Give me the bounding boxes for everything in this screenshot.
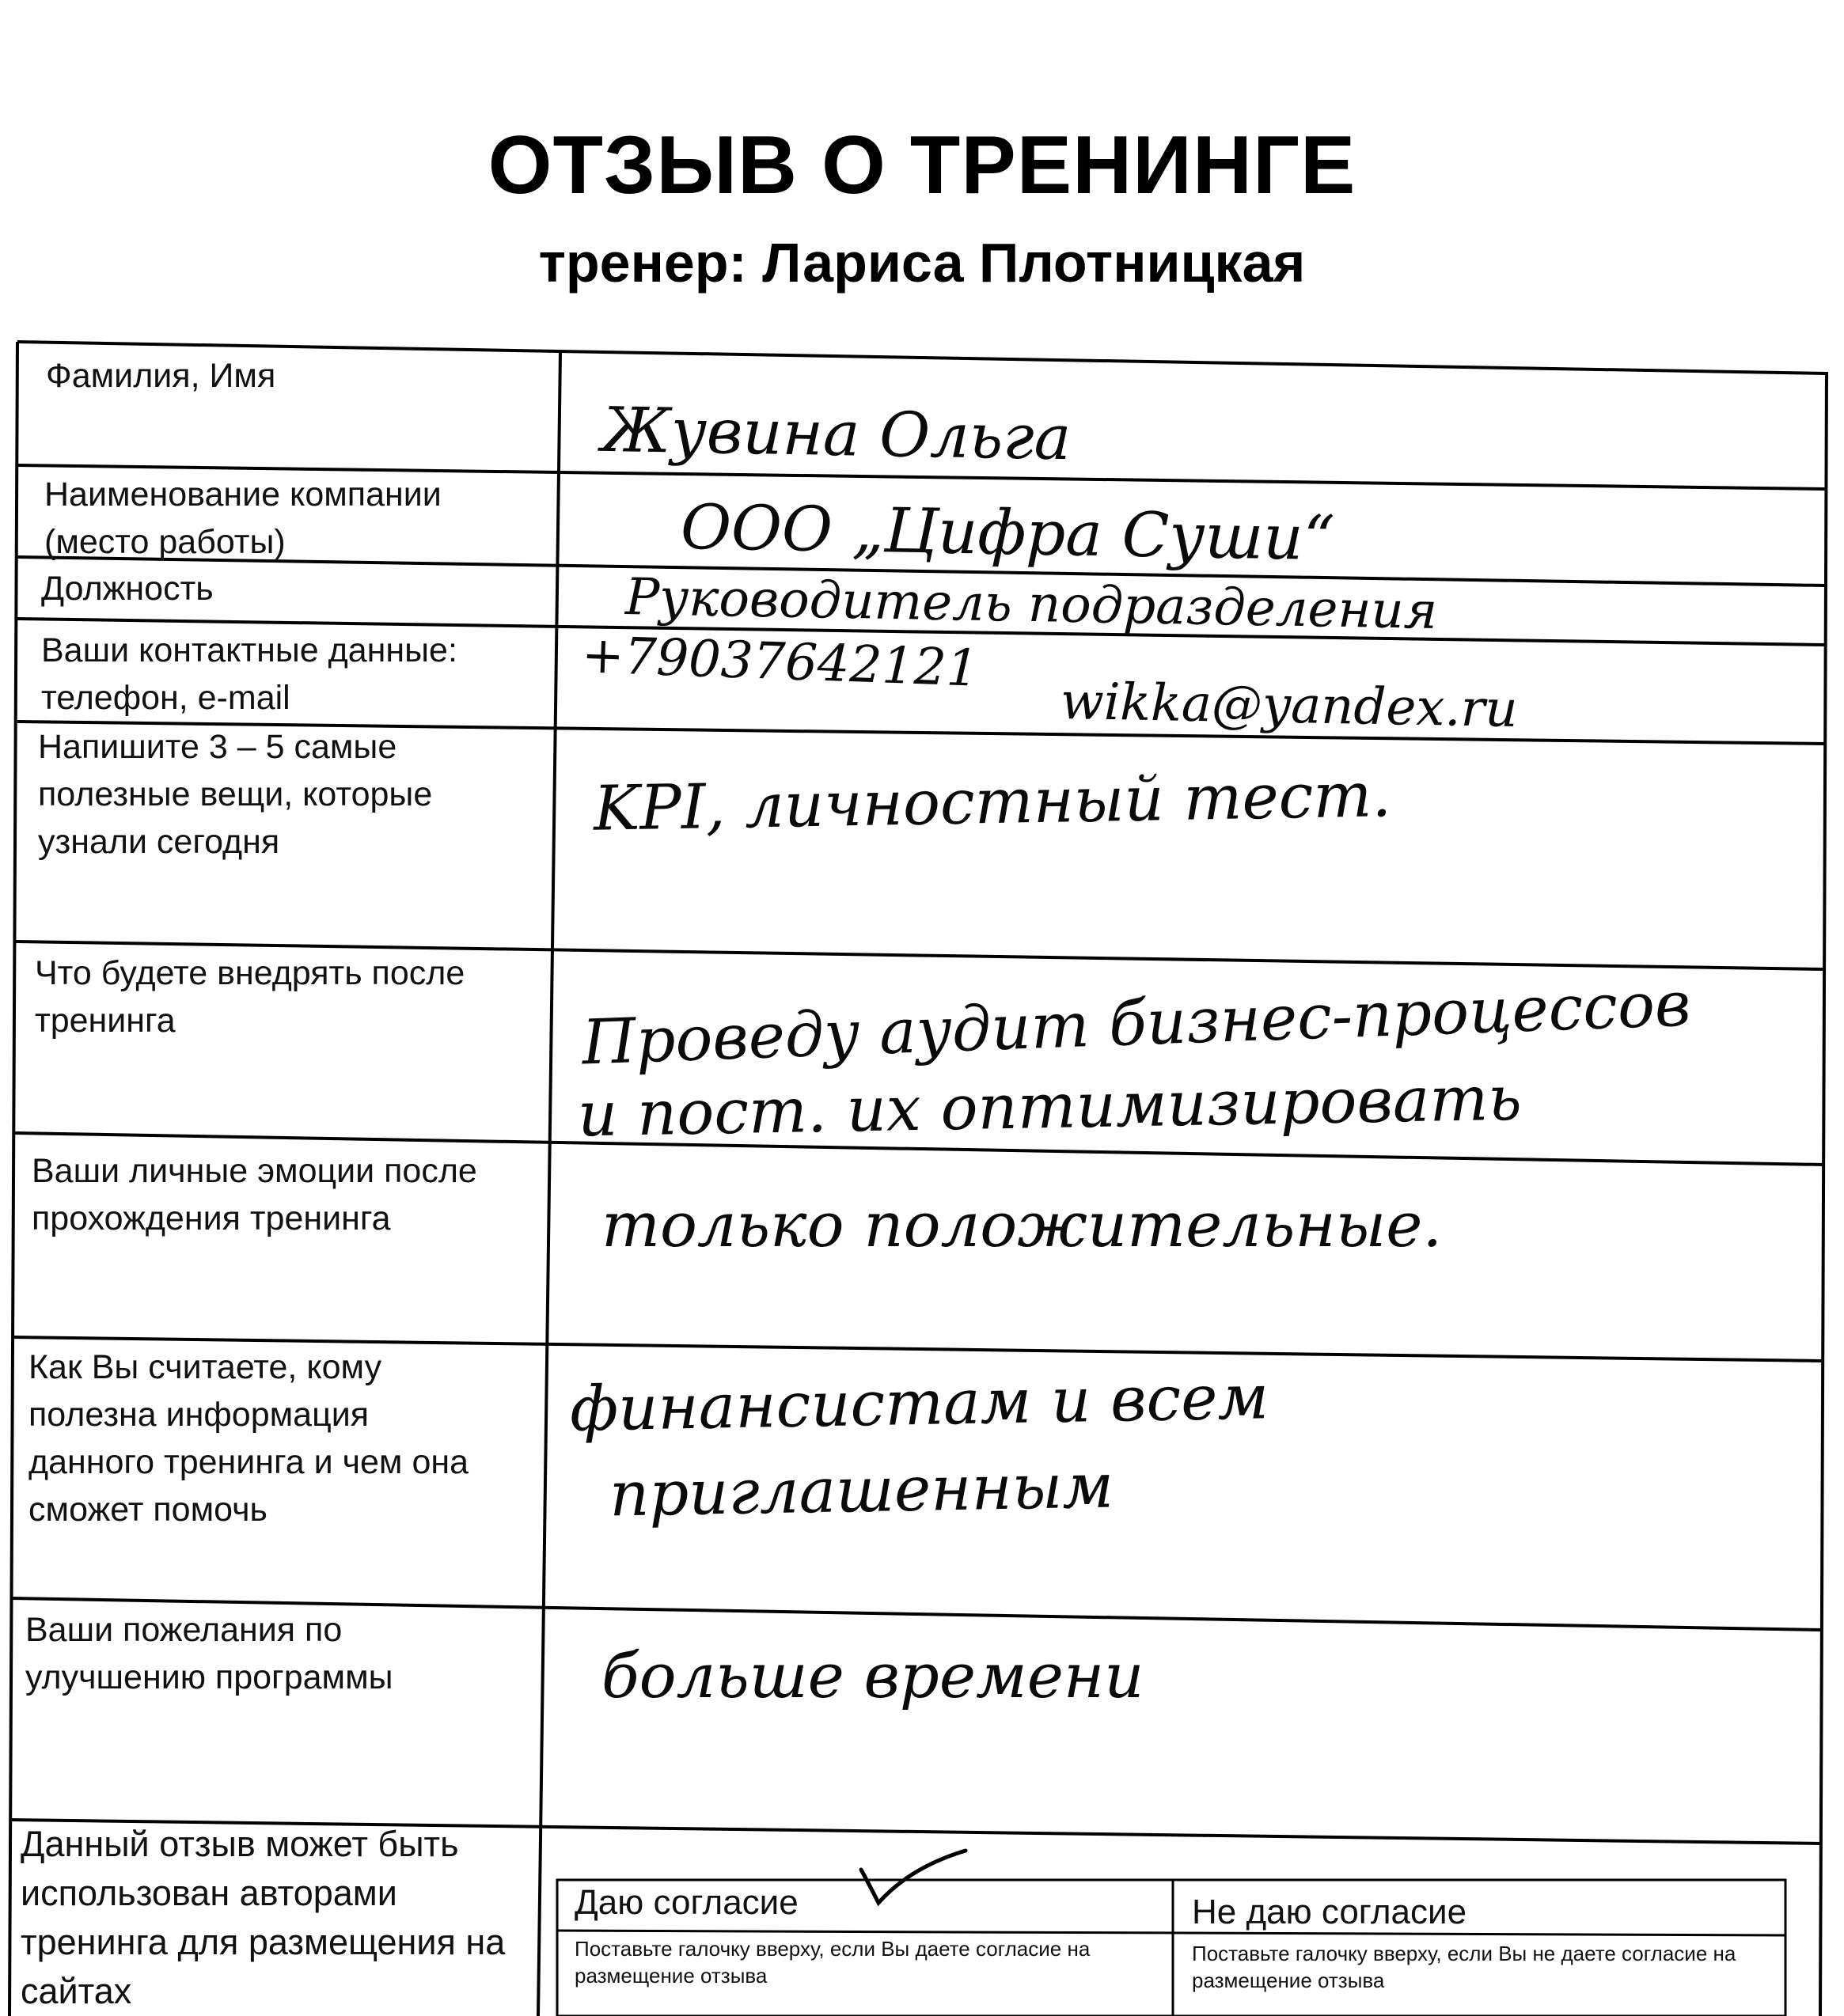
- answer-useful-for-2: приглашенным: [609, 1450, 1114, 1531]
- name-label: Фамилия, Имя: [46, 357, 276, 395]
- page-title: ОТЗЫВ О ТРЕНИНГЕ: [488, 119, 1356, 211]
- answer-phone: +79037642121: [580, 626, 980, 699]
- answer-implement-1: Проведу аудит бизнес-процессов: [580, 968, 1692, 1079]
- checkmark-icon: [855, 1847, 973, 1911]
- emotions-label: Ваши личные эмоции после прохождения тренинга: [32, 1152, 477, 1237]
- trainer-subtitle: тренер: Лариса Плотницкая: [538, 232, 1306, 294]
- disagree-note: Поставьте галочку вверху, если Вы не даете согласие на размещение отзыва: [1192, 1942, 1736, 1992]
- answer-implement-2: и пост. их оптимизировать: [577, 1063, 1523, 1151]
- answer-useful-for-1: финансистам и всем: [569, 1362, 1269, 1446]
- answer-position: Руководитель подразделения: [624, 568, 1438, 641]
- answer-wishes: больше времени: [601, 1641, 1144, 1712]
- useful-label: Напишите 3 – 5 самые полезные вещи, которые узнали сегодня: [38, 728, 433, 861]
- contacts-label: Ваши контактные данные: телефон, e-mail: [41, 631, 457, 717]
- consent-label: Данный отзыв может быть использован авторами тренинга для размещения на сайтах: [21, 1824, 506, 2011]
- answer-email: wikka@yandex.ru: [1060, 672, 1519, 740]
- agree-label[interactable]: Даю согласие: [575, 1883, 799, 1922]
- answer-company: ООО „Цифра Суши“: [680, 491, 1336, 575]
- disagree-label[interactable]: Не даю согласие: [1192, 1893, 1467, 1931]
- answer-emotions: только положительные.: [601, 1190, 1443, 1261]
- agree-note: Поставьте галочку вверху, если Вы даете согласие на размещение отзыва: [575, 1937, 1091, 1988]
- position-label: Должность: [41, 570, 214, 608]
- implement-label: Что будете внедрять после тренинга: [35, 954, 465, 1040]
- answer-name: Жувина Ольга: [601, 394, 1072, 475]
- answer-useful: KPI, личностный тест.: [593, 760, 1392, 845]
- useful-for-label: Как Вы считаете, кому полезна информация данного тренинга и чем она сможет помочь: [28, 1348, 469, 1529]
- company-label: Наименование компании (место работы): [44, 476, 442, 561]
- wishes-label: Ваши пожелания по улучшению программы: [25, 1611, 393, 1696]
